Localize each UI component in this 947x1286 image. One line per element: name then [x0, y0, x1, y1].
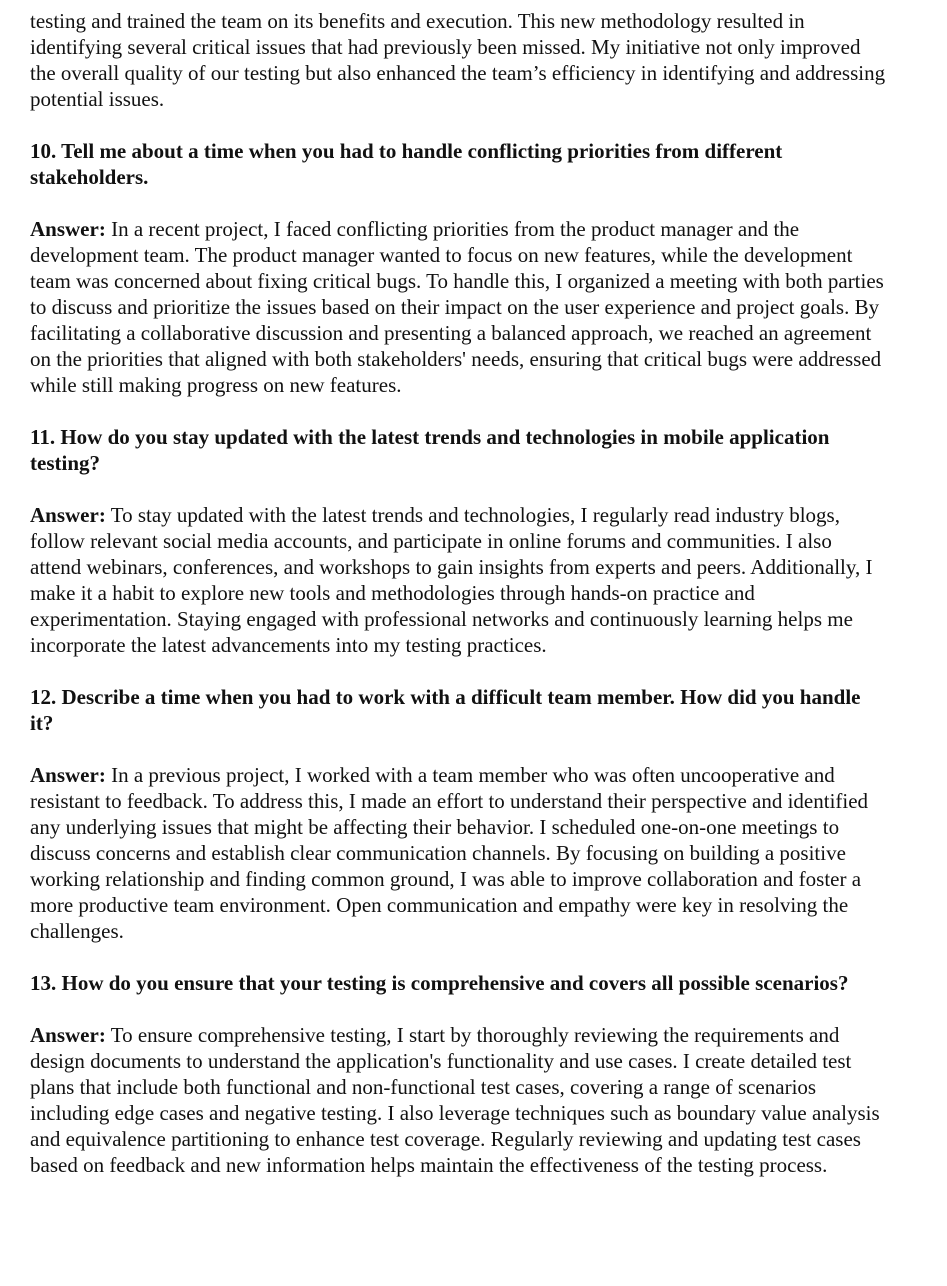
answer-12: [30, 762, 887, 944]
answer-10: [30, 216, 887, 398]
intro-paragraph: testing and trained the team on its benefits and execution. This new methodology resulted in identifying several critical issues that had previously been missed. My initiative not only improved the overall quality of our testing but also enhanced the team’s efficiency in identifying and addressing potential issues.: [30, 9, 886, 111]
answer-13-text: To ensure comprehensive testing, I start by thoroughly reviewing the requirements and design documents to understand the application's functionality and use cases. I create detailed test plans that include both functional and non-functional test cases, covering a range of scenarios including edge cases and negative testing. I also leverage techniques such as boundary value analysis and equivalence partitioning to enhance test coverage. Regularly reviewing and updating test cases based on feedback and new information helps maintain the effectiveness of the testing process.: [30, 1023, 880, 1177]
answer-label: Answer:: [30, 217, 106, 241]
answer-10-text: In a recent project, I faced conflicting priorities from the product manager and the development team. The product manager wanted to focus on new features, while the development team was concerned about fixing critical bugs. To handle this, I organized a meeting with both parties to discuss and prioritize the issues based on their impact on the user experience and project goals. By facilitating a collaborative discussion and presenting a balanced approach, we reached an agreement on the priorities that aligned with both stakeholders' needs, ensuring that critical bugs were addressed while still making progress on new features.: [30, 217, 884, 397]
answer-12-text: In a previous project, I worked with a team member who was often uncooperative and resistant to feedback. To address this, I made an effort to understand their perspective and identified any underlying issues that might be affecting their behavior. I scheduled one-on-one meetings to discuss concerns and establish clear communication channels. By focusing on building a positive working relationship and finding common ground, I was able to improve collaboration and foster a more productive team environment. Open communication and empathy were key in resolving the challenges.: [30, 763, 869, 943]
question-13: 13. How do you ensure that your testing is comprehensive and covers all possible scenarios?: [30, 971, 849, 995]
answer-label: Answer:: [30, 1023, 106, 1047]
question-10: 10. Tell me about a time when you had to handle conflicting priorities from different stakeholders.: [30, 139, 783, 189]
answer-label: Answer:: [30, 503, 106, 527]
answer-11: [30, 502, 887, 658]
answer-label: Answer:: [30, 763, 106, 787]
question-12: 12. Describe a time when you had to work with a difficult team member. How did you handle it?: [30, 685, 861, 735]
question-11: 11. How do you stay updated with the latest trends and technologies in mobile application testing?: [30, 425, 830, 475]
answer-13: [30, 1022, 887, 1178]
answer-11-text: To stay updated with the latest trends and technologies, I regularly read industry blogs, follow relevant social media accounts, and participate in online forums and communities. I also attend webinars, conferences, and workshops to gain insights from experts and peers. Additionally, I make it a habit to explore new tools and methodologies through hands-on practice and experimentation. Staying engaged with professional networks and continuously learning helps me incorporate the latest advancements into my testing practices.: [30, 503, 873, 657]
